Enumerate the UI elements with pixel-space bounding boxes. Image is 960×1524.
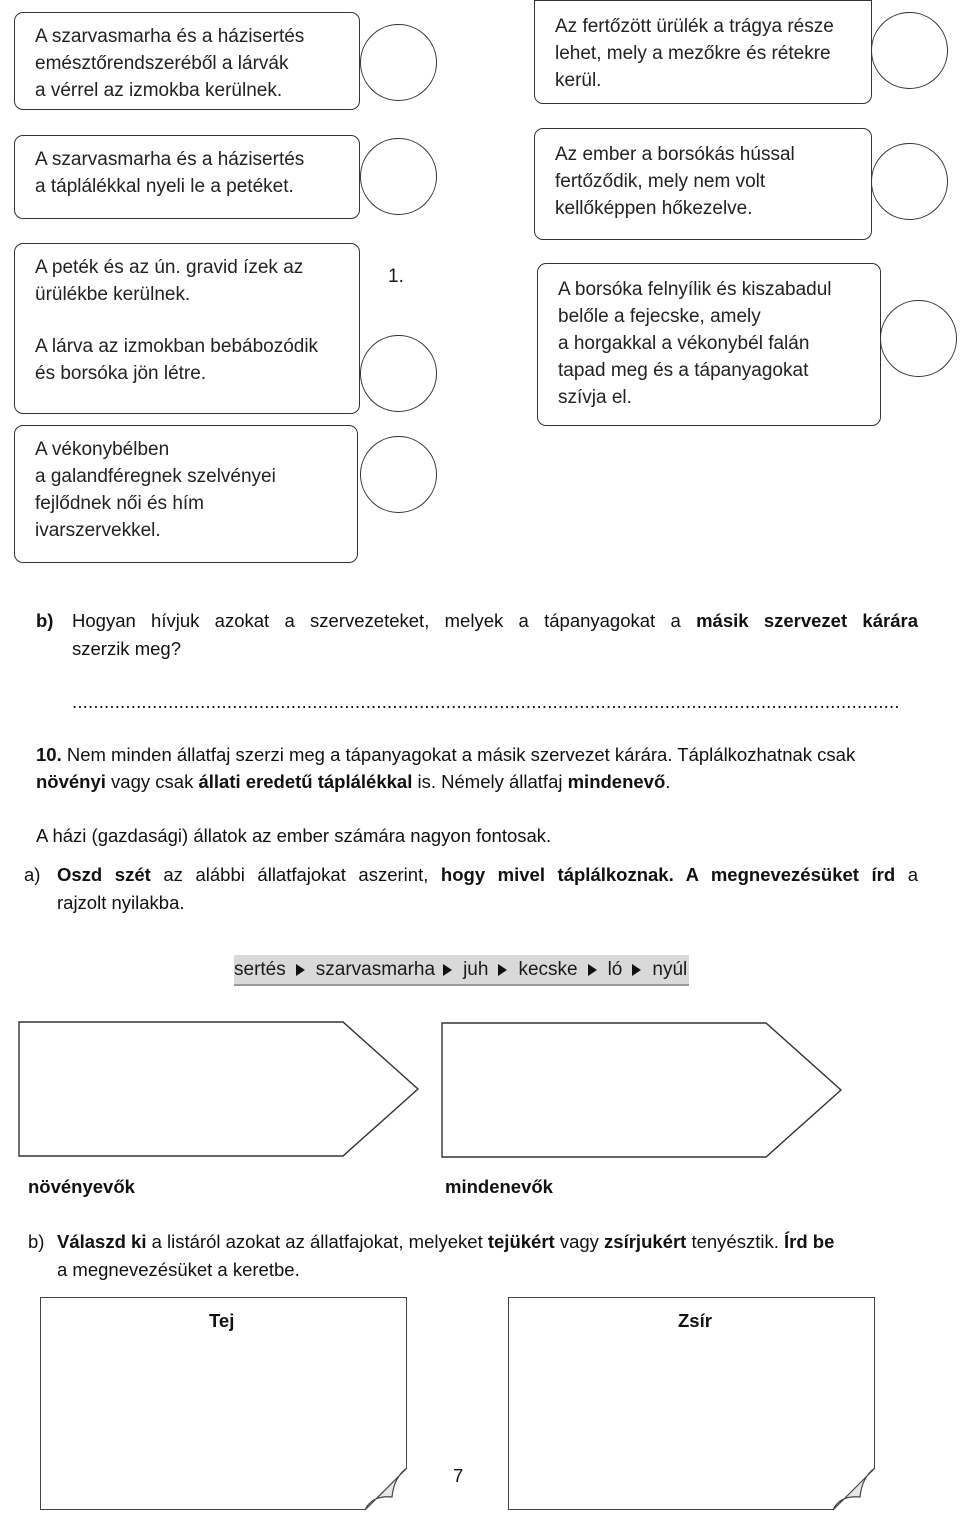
card-line: A lárva az izmokban bebábozódik — [35, 336, 319, 357]
q9b-question-line2: szerzik meg? — [72, 638, 181, 659]
card-line: ürülékbe kerülnek. — [35, 284, 191, 305]
card-line: Az fertőzött ürülék a trágya része — [555, 16, 834, 37]
q10b-label: b) — [28, 1231, 45, 1252]
q10-bold-plant: növényi — [36, 771, 106, 792]
q10b-text: a listáról azokat az állatfajokat, melyeket — [146, 1231, 488, 1252]
card-line: a vérrel az izmokba kerülnek. — [35, 80, 283, 101]
omnivore-arrow-shape[interactable] — [441, 1021, 843, 1159]
card-line: lehet, mely a mezőkre és rétekre — [555, 43, 831, 64]
animal-item: szarvasmarha — [315, 959, 436, 980]
q10b-text: tenyésztik. — [686, 1231, 784, 1252]
card-line: tapad meg és a tápanyagokat — [558, 360, 809, 381]
animal-item: juh — [463, 959, 489, 980]
stage-card-eggs-swallowed — [14, 135, 360, 219]
q10-bold-animal: állati eredetű táplálékkal — [198, 771, 413, 792]
animal-item: ló — [607, 959, 623, 980]
arrow-right-icon — [443, 964, 452, 976]
arrow-right-icon — [632, 964, 641, 976]
arrow-right-icon — [588, 964, 597, 976]
page-number: 7 — [453, 1465, 464, 1486]
card-line: A peték és az ún. gravid ízek az — [35, 257, 304, 278]
stage-card-segments-develop — [14, 425, 358, 563]
herbivore-arrow-shape[interactable] — [18, 1020, 420, 1158]
card-line: belőle a fejecske, amely — [558, 306, 761, 327]
animal-item: nyúl — [652, 959, 688, 980]
order-circle-2[interactable] — [360, 138, 437, 215]
q10-number: 10. — [36, 744, 62, 765]
q9b-label: b) — [36, 610, 54, 631]
q9b-question — [72, 607, 918, 635]
order-circle-6[interactable] — [871, 12, 948, 89]
animal-item: sertés — [234, 959, 286, 980]
q10-domestic-intro: A házi (gazdasági) állatok az ember számára nagyon fontosak. — [36, 825, 552, 846]
order-circle-8[interactable] — [880, 300, 957, 377]
card-line: Az ember a borsókás hússal — [555, 144, 795, 165]
card-line: szívja el. — [558, 387, 632, 408]
card-line: kellőképpen hőkezelve. — [555, 198, 753, 219]
q10a-text: az alábbi állatfajokat aszerint, — [150, 864, 441, 885]
folded-corner-icon — [364, 1467, 408, 1511]
card-line: a horgakkal a vékonybél falán — [558, 333, 810, 354]
q10a-text: a — [895, 864, 918, 885]
order-circle-5[interactable] — [360, 436, 437, 513]
stage-card-larvae-to-muscles — [14, 12, 360, 110]
q10-text: vagy csak — [105, 771, 199, 792]
q10a-bold: Oszd szét — [57, 864, 151, 885]
animal-list — [234, 955, 689, 986]
fat-box-title: Zsír — [678, 1310, 712, 1331]
stage-card-cyst-opens — [537, 263, 881, 426]
q10b-instruction-line2: a megnevezésüket a keretbe. — [57, 1259, 300, 1280]
q9b-bold: másik szervezet kárára — [696, 610, 918, 631]
card-line: a galandféregnek szelvényei — [35, 466, 276, 487]
card-line: A borsóka felnyílik és kiszabadul — [558, 279, 832, 300]
card-line: A szarvasmarha és a házisertés — [35, 149, 305, 170]
order-circle-4[interactable] — [360, 335, 437, 412]
q10b-text: vagy — [554, 1231, 605, 1252]
card-line: és borsóka jön létre. — [35, 363, 207, 384]
q10-text: Nem minden állatfaj szerzi meg a tápanyagokat a másik szervezet kárára. Táplálkozhatnak csak — [61, 744, 856, 765]
card-line: fertőződik, mely nem volt — [555, 171, 766, 192]
first-step-marker: 1. — [388, 266, 404, 287]
stage-card-human-infection — [534, 128, 872, 240]
card-line: A vékonybélben — [35, 439, 170, 460]
q10b-bold: tejükért — [487, 1231, 555, 1252]
card-line: kerül. — [555, 70, 602, 91]
q10a-instruction-line2: rajzolt nyilakba. — [57, 892, 185, 913]
q10-bold-omnivore: mindenevő — [567, 771, 666, 792]
q10-text: . — [665, 771, 671, 792]
q10a-instruction — [57, 861, 918, 889]
q9b-answer-line[interactable]: ........................................................................................................................................................... — [72, 691, 900, 712]
arrow-right-icon — [498, 964, 507, 976]
q10b-bold: Írd be — [784, 1231, 835, 1252]
q10-intro-line2 — [36, 768, 670, 796]
q10-intro-line1 — [36, 741, 855, 769]
herbivore-label: növényevők — [28, 1176, 135, 1197]
card-line: ivarszervekkel. — [35, 520, 161, 541]
q10b-bold: Válaszd ki — [57, 1231, 147, 1252]
folded-corner-icon — [832, 1467, 876, 1511]
omnivore-label: mindenevők — [445, 1176, 553, 1197]
stage-card-manure-to-fields — [534, 0, 872, 104]
card-line: emésztőrendszeréből a lárvák — [35, 53, 289, 74]
milk-box-title: Tej — [209, 1310, 235, 1331]
q10b-bold: zsírjukért — [604, 1231, 687, 1252]
card-line: a táplálékkal nyeli le a petéket. — [35, 176, 294, 197]
stage-card-eggs-in-feces-and-cyst — [14, 243, 360, 414]
arrow-right-icon — [296, 964, 305, 976]
order-circle-1[interactable] — [360, 24, 437, 101]
q10b-instruction — [57, 1228, 834, 1256]
order-circle-7[interactable] — [871, 143, 948, 220]
q10a-bold: hogy mivel táplálkoznak. A megnevezésüket írd — [440, 864, 896, 885]
q10-text: is. Némely állatfaj — [412, 771, 568, 792]
q10a-label: a) — [24, 864, 41, 885]
animal-item: kecske — [518, 959, 578, 980]
q9b-text: Hogyan hívjuk azokat a szervezeteket, melyek a tápanyagokat a — [72, 610, 697, 631]
card-line: fejlődnek női és hím — [35, 493, 204, 514]
card-line: A szarvasmarha és a házisertés — [35, 26, 305, 47]
